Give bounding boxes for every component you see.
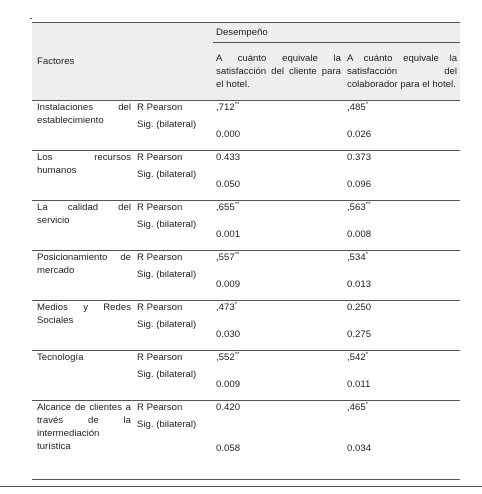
sig-staff-value: 0.013 <box>344 268 460 301</box>
sig-staff-value: 0.096 <box>344 168 460 201</box>
sig-client-value: 0.058 <box>213 418 344 480</box>
r-staff-value: ,563** <box>347 202 371 213</box>
sig-label: Sig. (bilateral) <box>134 118 213 151</box>
r-client-value: ,712** <box>216 102 240 113</box>
r-client-value: ,557** <box>216 252 240 263</box>
r-staff-value: 0.250 <box>347 302 372 313</box>
table-row <box>32 401 460 419</box>
r-staff-value: ,542* <box>347 352 369 363</box>
table-row <box>32 251 460 269</box>
sig-label: Sig. (bilateral) <box>134 368 213 401</box>
r-pearson-label: R Pearson <box>137 202 183 213</box>
sig-label: Sig. (bilateral) <box>134 418 213 480</box>
sig-staff-value: 0.034 <box>344 418 460 480</box>
r-pearson-label: R Pearson <box>137 152 183 163</box>
corner-mark <box>30 18 32 19</box>
r-staff-value: 0.373 <box>347 152 372 163</box>
header-row-group <box>32 23 460 43</box>
sig-client-value: 0.001 <box>213 218 344 251</box>
r-staff-value: ,534* <box>347 252 369 263</box>
r-client-value: ,552** <box>216 352 240 363</box>
r-client-value: ,473* <box>216 302 238 313</box>
sig-client-value: 0.009 <box>213 268 344 301</box>
factor-label: Los recursos humanos <box>32 151 134 201</box>
r-pearson-label: R Pearson <box>137 352 183 363</box>
factors-header: Factores <box>32 23 213 101</box>
r-pearson-label: R Pearson <box>137 102 183 113</box>
sig-client-value: 0.030 <box>213 318 344 351</box>
correlation-table <box>32 22 460 480</box>
r-pearson-label: R Pearson <box>137 302 183 313</box>
r-staff-value: ,465* <box>347 402 369 413</box>
group-header: Desempeño <box>213 23 460 43</box>
factor-label: La calidad del servicio <box>32 201 134 251</box>
sig-label: Sig. (bilateral) <box>134 218 213 251</box>
correlation-table-frame <box>32 22 460 480</box>
r-client-value: 0.420 <box>216 402 241 413</box>
sig-client-value: 0.050 <box>213 168 344 201</box>
sig-label: Sig. (bilateral) <box>134 318 213 351</box>
sig-client-value: 0.009 <box>213 368 344 401</box>
sig-client-value: 0.000 <box>213 118 344 151</box>
factor-label: Posicionamiento de mercado <box>32 251 134 301</box>
column-header-client: A cuánto equivale la satisfacción del cliente para el hotel. <box>213 43 344 101</box>
sig-staff-value: 0.008 <box>344 218 460 251</box>
sig-label: Sig. (bilateral) <box>134 268 213 301</box>
r-client-value: 0.433 <box>216 152 241 163</box>
table-row <box>32 201 460 219</box>
factor-label: Instalaciones del establecimiento <box>32 101 134 151</box>
sig-staff-value: 0.011 <box>344 368 460 401</box>
factor-label: Medios y Redes Sociales <box>32 301 134 351</box>
factor-label: Alcance de clientes a través de la intermediación turística <box>32 401 134 480</box>
table-row <box>32 151 460 169</box>
r-pearson-label: R Pearson <box>137 402 183 413</box>
sig-staff-value: 0.275 <box>344 318 460 351</box>
r-client-value: ,655** <box>216 202 240 213</box>
sig-label: Sig. (bilateral) <box>134 168 213 201</box>
table-row <box>32 351 460 369</box>
r-pearson-label: R Pearson <box>137 252 183 263</box>
r-staff-value: ,485* <box>347 102 369 113</box>
factor-label: Tecnología <box>32 351 134 401</box>
page-bottom-rule <box>0 486 482 487</box>
sig-staff-value: 0.026 <box>344 118 460 151</box>
table-row <box>32 101 460 119</box>
table-row <box>32 301 460 319</box>
column-header-staff: A cuánto equivale la satisfacción del colaborador para el hotel. <box>344 43 460 101</box>
